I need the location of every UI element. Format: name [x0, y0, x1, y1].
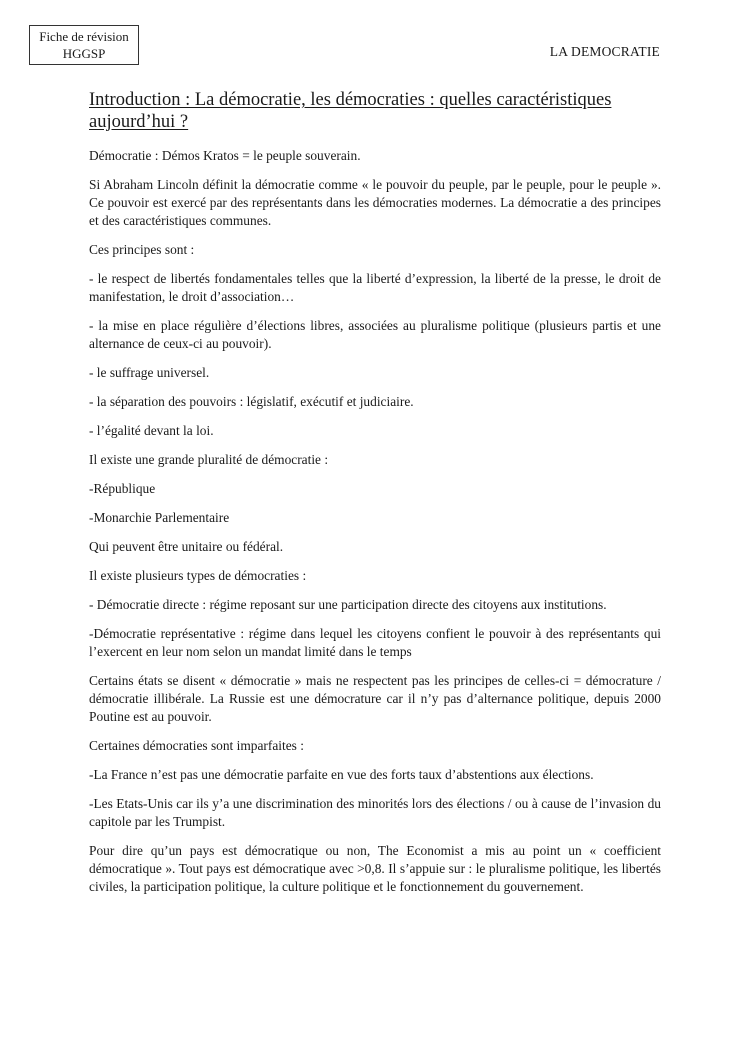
paragraph: Il existe une grande pluralité de démocratie :	[89, 452, 329, 467]
paragraph: - Démocratie directe : régime reposant sur une participation directe des citoyens aux institutions.	[89, 597, 607, 612]
paragraph: - l’égalité devant la loi.	[89, 423, 214, 438]
paragraph: -Monarchie Parlementaire	[89, 510, 230, 525]
paragraph: Démocratie : Démos Kratos = le peuple souverain.	[89, 148, 361, 163]
paragraph: -République	[89, 481, 156, 496]
paragraph: -Les Etats-Unis car ils y’a une discrimination des minorités lors des élections / ou à cause de l’invasion du capitole par les Trumpist.	[89, 796, 661, 829]
paragraph: - la mise en place régulière d’élections libres, associées au pluralisme politique (plusieurs partis et une alternance de ceux-ci au pouvoir).	[89, 318, 661, 351]
topic-label: LA DEMOCRATIE	[549, 44, 660, 59]
paragraph: Ces principes sont :	[89, 242, 195, 257]
paragraph: - le suffrage universel.	[89, 365, 210, 380]
paragraph: -La France n’est pas une démocratie parfaite en vue des forts taux d’abstentions aux élections.	[89, 767, 594, 782]
box-line-2: HGGSP	[62, 46, 106, 61]
header-box	[29, 25, 139, 65]
paragraph: Il existe plusieurs types de démocraties :	[89, 568, 307, 583]
paragraph: Si Abraham Lincoln définit la démocratie comme « le pouvoir du peuple, par le peuple, pour le peuple ». Ce pouvoir est exercé par des représentants dans les démocraties modernes. La démocratie a des principes et des caractéristiques communes.	[89, 177, 661, 228]
paragraph: Pour dire qu’un pays est démocratique ou non, The Economist a mis au point un « coefficient démocratique ». Tout pays est démocratique avec >0,8. Il s’appuie sur : le pluralisme politique, les libertés civiles, la participation politique, la culture politique et le fonctionnement du gouvernement.	[89, 843, 661, 894]
paragraph: - le respect de libertés fondamentales telles que la liberté d’expression, la liberté de la presse, le droit de manifestation, le droit d’association…	[89, 271, 661, 304]
paragraph: Certains états se disent « démocratie » mais ne respectent pas les principes de celles-ci = démocrature / démocratie illibérale. La Russie est une démocrature car il n’y pas d’alternance politique, depuis 2000 Poutine est au pouvoir.	[89, 673, 661, 724]
paragraph: - la séparation des pouvoirs : législatif, exécutif et judiciaire.	[89, 394, 414, 409]
box-line-1: Fiche de révision	[39, 29, 129, 44]
document-body	[89, 147, 661, 907]
paragraph: Qui peuvent être unitaire ou fédéral.	[89, 539, 284, 554]
page-title: Introduction : La démocratie, les démocraties : quelles caractéristiques aujourd’hui ?	[89, 90, 612, 132]
paragraph: Certaines démocraties sont imparfaites :	[89, 738, 304, 753]
paragraph: -Démocratie représentative : régime dans lequel les citoyens confient le pouvoir à des représentants qui l’exercent en leur nom selon un mandat limité dans le temps	[89, 626, 661, 659]
